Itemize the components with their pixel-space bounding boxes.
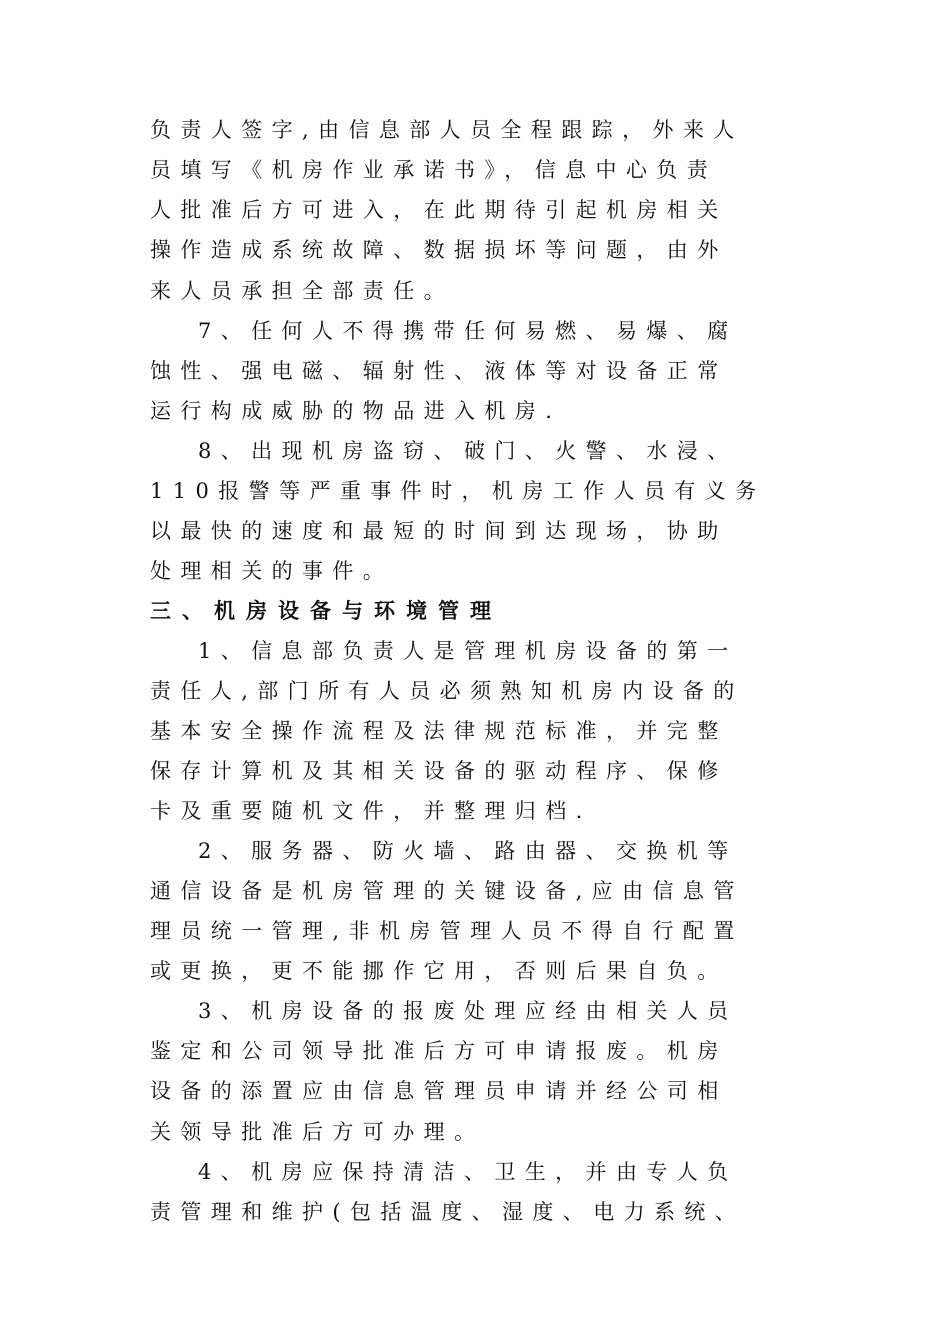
- text-line: 蚀性、强电磁、辐射性、液体等对设备正常: [150, 359, 728, 383]
- paragraph-item-2: 2、服务器、防火墙、路由器、交换机等: [198, 839, 738, 863]
- paragraph-item-7: 7、任何人不得携带任何易燃、易爆、腐: [198, 319, 738, 343]
- text-line: 保存计算机及其相关设备的驱动程序、保修: [150, 759, 728, 783]
- paragraph-item-4: 4、机房应保持清洁、卫生，并由专人负: [198, 1160, 738, 1184]
- text-line: 人批准后方可进入，在此期待引起机房相关: [150, 198, 728, 222]
- paragraph-item-8: 8、出现机房盗窃、破门、火警、水浸、: [198, 439, 738, 463]
- paragraph-item-1: 1、信息部负责人是管理机房设备的第一: [198, 639, 738, 663]
- text-line: 基本安全操作流程及法律规范标准，并完整: [150, 719, 728, 743]
- text-line: 鉴定和公司领导批准后方可申请报废。机房: [150, 1039, 728, 1063]
- text-line: 以最快的速度和最短的时间到达现场，协助: [150, 519, 728, 543]
- text-line: 或更换，更不能挪作它用，否则后果自负。: [150, 959, 728, 983]
- text-line: 运行构成威胁的物品进入机房.: [150, 399, 562, 423]
- text-line: 理员统一管理,非机房管理人员不得自行配置: [150, 919, 744, 943]
- paragraph-item-3: 3、机房设备的报废处理应经由相关人员: [198, 999, 738, 1023]
- section-heading: 三、机房设备与环境管理: [150, 599, 502, 623]
- text-line: 员填写《机房作业承诺书》，信息中心负责: [150, 158, 718, 182]
- text-line: 负责人签字,由信息部人员全程跟踪，外来人: [150, 118, 744, 142]
- text-line: 处理相关的事件。: [150, 559, 394, 583]
- text-line: 关领导批准后方可办理。: [150, 1120, 485, 1144]
- text-line: 110报警等严重事件时，机房工作人员有义务: [150, 479, 766, 503]
- text-line: 卡及重要随机文件，并整理归档.: [150, 799, 592, 823]
- text-line: 设备的添置应由信息管理员申请并经公司相: [150, 1079, 728, 1103]
- text-line: 通信设备是机房管理的关键设备,应由信息管: [150, 879, 744, 903]
- text-line: 来人员承担全部责任。: [150, 279, 454, 303]
- text-line: 责管理和维护(包括温度、湿度、电力系统、: [150, 1200, 746, 1224]
- text-line: 操作造成系统故障、数据损坏等问题，由外: [150, 238, 728, 262]
- text-line: 责任人,部门所有人员必须熟知机房内设备的: [150, 679, 744, 703]
